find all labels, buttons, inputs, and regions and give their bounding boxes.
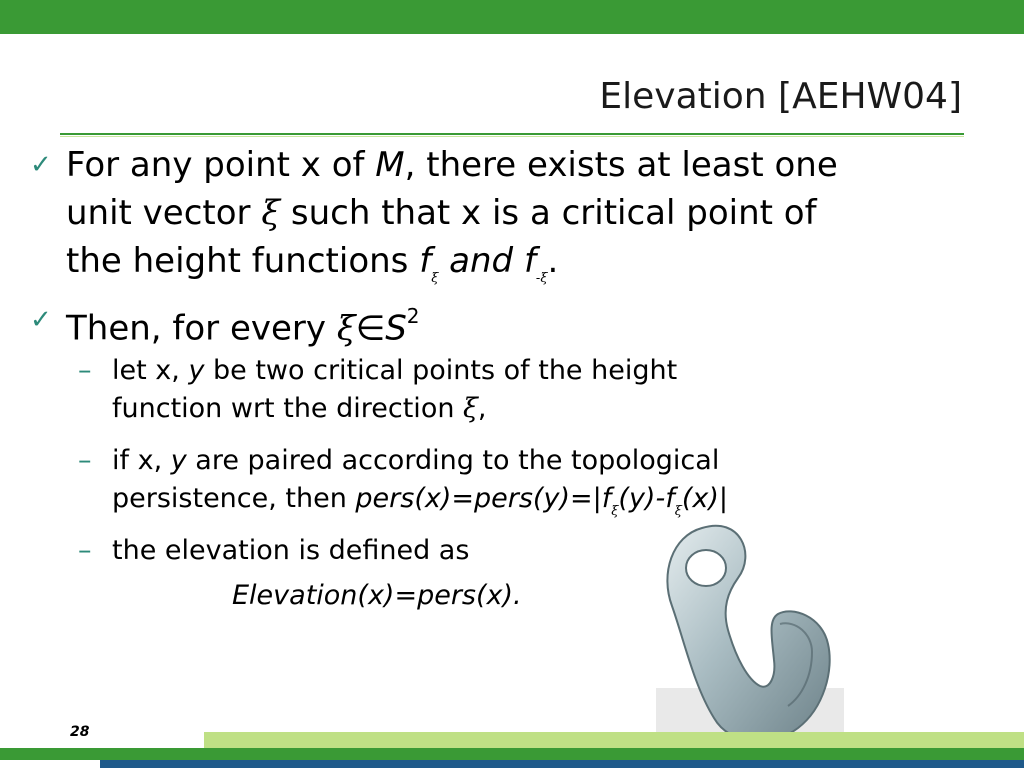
- hook-hole: [686, 550, 726, 586]
- elevation-formula: Elevation(x)=pers(x).: [232, 580, 522, 611]
- dash-icon: –: [78, 535, 92, 566]
- page-number: 28: [70, 724, 90, 740]
- bullet-2-text: [66, 296, 936, 352]
- title-divider-light: [60, 136, 964, 137]
- sub-bullet-1-text: [112, 352, 892, 428]
- sub-bullet-2: [78, 442, 878, 522]
- slide-title: Elevation [AEHW04]: [599, 76, 962, 117]
- top-green-bar: [0, 0, 1024, 34]
- bullet-1-line-3: the height functions $f_\xi$ and $f_{-\xi}$.: [66, 241, 559, 286]
- sub-bullet-3-line-1: the elevation is defined as: [112, 535, 470, 566]
- sub-bullet-1-line-1: let x, y be two critical points of the height: [112, 355, 678, 386]
- footer-green-bar: [0, 748, 1024, 760]
- bullet-1-line-1: For any point x of M, there exists at least one: [66, 145, 838, 185]
- footer-blue-bar: [100, 760, 1024, 768]
- sub-bullet-2-line-2: persistence, then $pers(x)=pers(y)=|f_\xi(y)-f_\xi(x)|$: [112, 483, 729, 520]
- title-divider: [60, 133, 964, 135]
- sub-bullet-2-text: [112, 442, 892, 529]
- hook-model-figure: [650, 520, 850, 750]
- sub-bullet-1-line-2: function wrt the direction ξ,: [112, 393, 487, 424]
- bullet-2-line-1: Then, for every $\xi\in S^2$: [66, 304, 420, 349]
- bullet-1-text: [66, 141, 936, 301]
- dash-icon: –: [78, 445, 92, 476]
- bullet-2: [30, 296, 930, 349]
- sub-bullet-1: [78, 352, 878, 432]
- sub-bullet-2-line-1: if x, y are paired according to the topological: [112, 445, 720, 476]
- bullet-1-line-2: unit vector ξ such that x is a critical point of: [66, 193, 817, 233]
- bullet-1: [30, 141, 930, 291]
- check-icon: ✓: [30, 305, 52, 335]
- dash-icon: –: [78, 355, 92, 386]
- footer-light-bar: [204, 732, 1024, 748]
- check-icon: ✓: [30, 150, 52, 180]
